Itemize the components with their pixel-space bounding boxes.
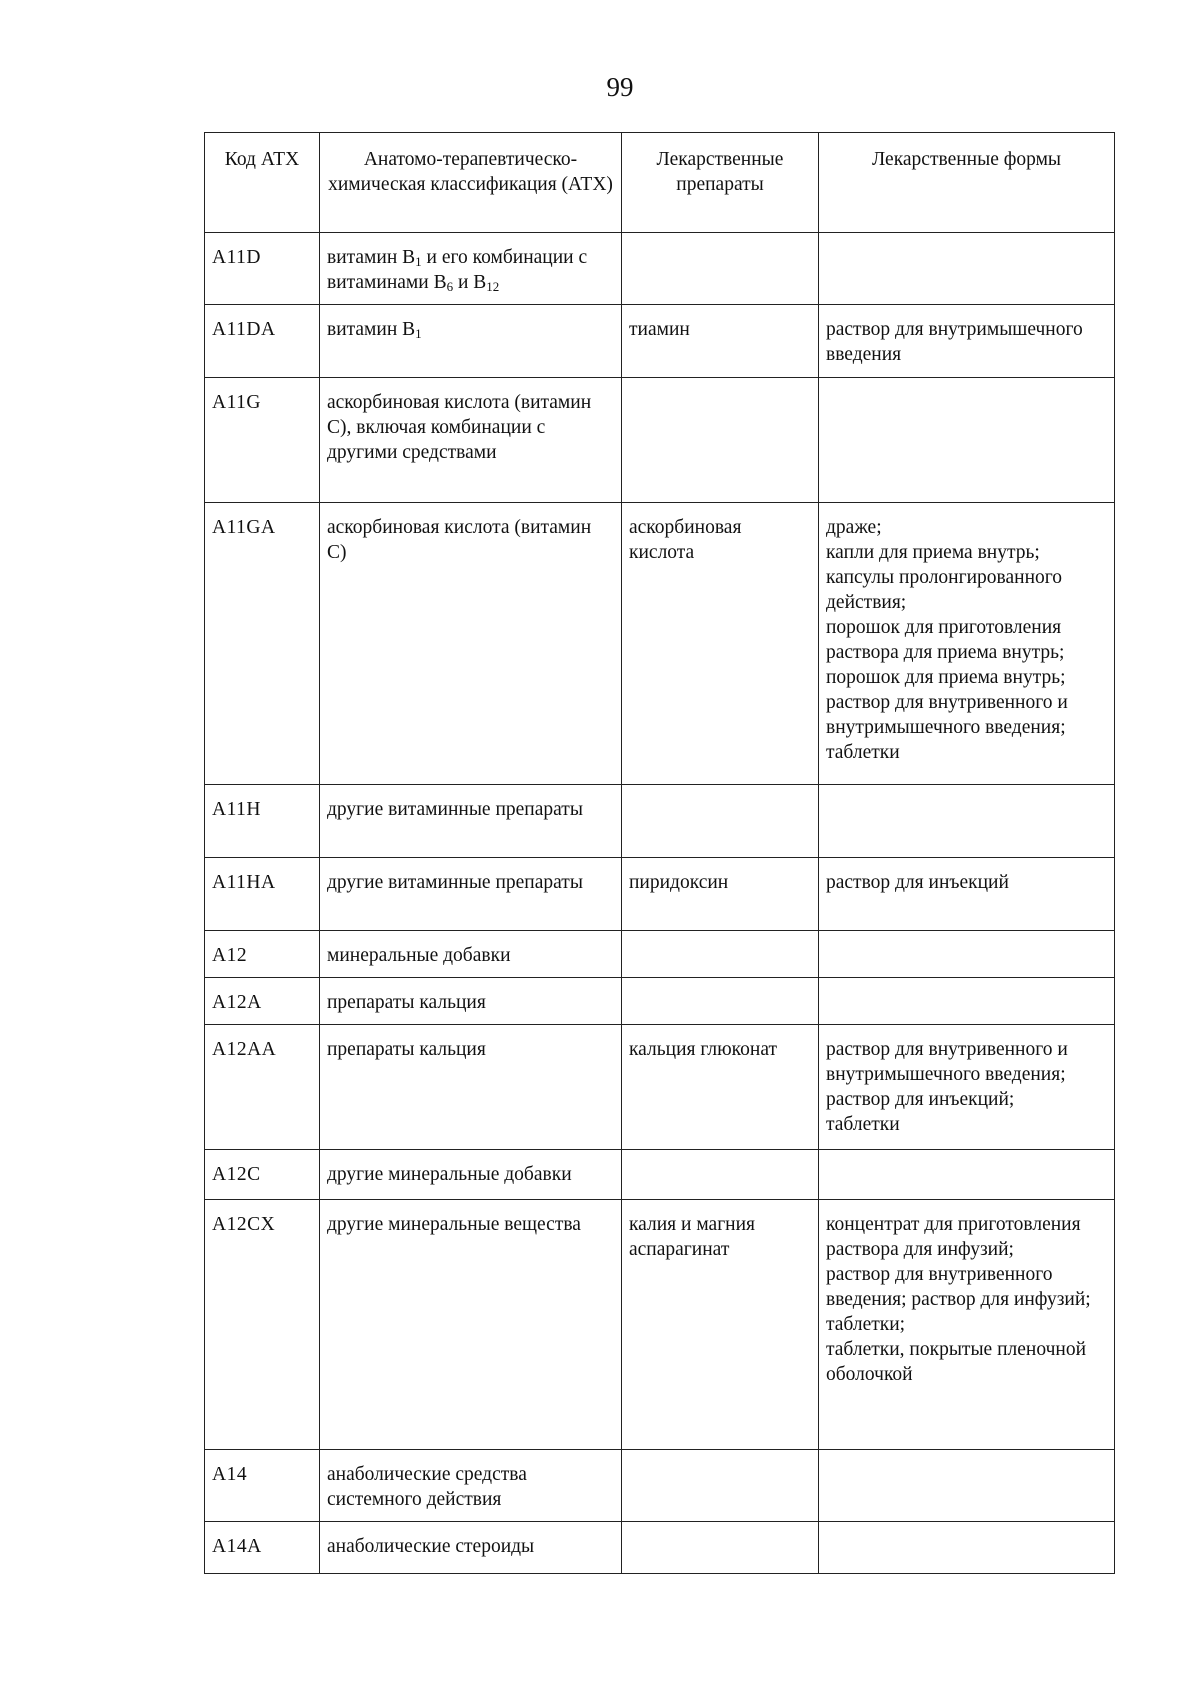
table-row xyxy=(205,233,1115,305)
cell-forms xyxy=(819,978,1115,1025)
cell-code: A12A xyxy=(205,978,320,1025)
cell-classification: аскорбиновая кислота (витамин С), включая комбинации с другими средствами xyxy=(320,378,622,503)
table-row xyxy=(205,503,1115,785)
form-item: таблетки xyxy=(826,1114,900,1135)
cell-code: A11HA xyxy=(205,858,320,931)
table-row xyxy=(205,1450,1115,1522)
header-forms: Лекарственные формы xyxy=(819,133,1115,233)
cell-code: A11DA xyxy=(205,305,320,378)
table-row xyxy=(205,858,1115,931)
atc-table xyxy=(204,132,1115,1574)
cell-drug xyxy=(622,378,819,503)
cell-drug xyxy=(622,978,819,1025)
cell-code: A14A xyxy=(205,1522,320,1574)
cell-drug xyxy=(622,931,819,978)
cell-classification: витамин $B_1$ xyxy=(320,305,622,378)
table-row xyxy=(205,1025,1115,1150)
cell-classification: витамин $B_1$ и его комбинации с витаминами $B_6$ и $B_{12}$ xyxy=(320,233,622,305)
form-item: драже; xyxy=(826,517,882,538)
cell-drug xyxy=(622,785,819,858)
cell-forms xyxy=(819,1025,1115,1150)
cell-forms xyxy=(819,305,1115,378)
cell-forms xyxy=(819,1150,1115,1200)
cell-code: A11GA xyxy=(205,503,320,785)
cell-classification: аскорбиновая кислота (витамин С) xyxy=(320,503,622,785)
cell-forms xyxy=(819,378,1115,503)
cell-drug: кальция глюконат xyxy=(622,1025,819,1150)
cell-code: A12CX xyxy=(205,1200,320,1450)
cell-drug xyxy=(622,1150,819,1200)
cell-drug: аскорбиновая кислота xyxy=(622,503,819,785)
cell-code: A11H xyxy=(205,785,320,858)
cell-forms xyxy=(819,1522,1115,1574)
cell-classification: препараты кальция xyxy=(320,1025,622,1150)
cell-code: A11D xyxy=(205,233,320,305)
cell-forms xyxy=(819,233,1115,305)
cell-code: A14 xyxy=(205,1450,320,1522)
cell-forms xyxy=(819,931,1115,978)
cell-classification: анаболические средства системного действия xyxy=(320,1450,622,1522)
form-item: раствор для инъекций; xyxy=(826,1089,1015,1110)
form-item: раствор для внутривенного и внутримышечного введения; xyxy=(826,1039,1068,1085)
header-classification: Анатомо-терапевтическо-химическая классификация (АТХ) xyxy=(320,133,622,233)
cell-drug xyxy=(622,233,819,305)
cell-code: A11G xyxy=(205,378,320,503)
cell-code: A12C xyxy=(205,1150,320,1200)
cell-classification: другие минеральные вещества xyxy=(320,1200,622,1450)
header-code: Код АТХ xyxy=(205,133,320,233)
cell-forms xyxy=(819,785,1115,858)
cell-classification: анаболические стероиды xyxy=(320,1522,622,1574)
form-item: раствор для внутривенного введения; раствор для инфузий; xyxy=(826,1264,1091,1310)
page-number: 99 xyxy=(606,72,634,102)
form-item: раствор для внутривенного и внутримышечного введения; xyxy=(826,692,1068,738)
cell-classification: другие витаминные препараты xyxy=(320,858,622,931)
form-item: порошок для приготовления раствора для приема внутрь; xyxy=(826,617,1065,663)
header-drugs: Лекарственные препараты xyxy=(622,133,819,233)
table-row xyxy=(205,1150,1115,1200)
cell-code: A12AA xyxy=(205,1025,320,1150)
form-item: капсулы пролонгированного действия; xyxy=(826,567,1063,613)
cell-classification: препараты кальция xyxy=(320,978,622,1025)
cell-code: A12 xyxy=(205,931,320,978)
cell-forms xyxy=(819,1200,1115,1450)
form-item: порошок для приема внутрь; xyxy=(826,667,1066,688)
form-item: таблетки xyxy=(826,742,900,763)
table-row xyxy=(205,305,1115,378)
cell-drug xyxy=(622,1522,819,1574)
cell-forms xyxy=(819,858,1115,931)
cell-forms xyxy=(819,1450,1115,1522)
form-item: концентрат для приготовления раствора для инфузий; xyxy=(826,1214,1081,1260)
table-row xyxy=(205,785,1115,858)
table-row xyxy=(205,931,1115,978)
cell-drug xyxy=(622,1450,819,1522)
cell-forms xyxy=(819,503,1115,785)
cell-drug: тиамин xyxy=(622,305,819,378)
cell-classification: другие витаминные препараты xyxy=(320,785,622,858)
form-item: раствор для внутримышечного введения xyxy=(826,319,1083,365)
cell-classification: минеральные добавки xyxy=(320,931,622,978)
table-row xyxy=(205,978,1115,1025)
table-row xyxy=(205,1522,1115,1574)
form-item: таблетки, покрытые пленочной оболочкой xyxy=(826,1339,1087,1385)
form-item: капли для приема внутрь; xyxy=(826,542,1040,563)
cell-drug: калия и магния аспарагинат xyxy=(622,1200,819,1450)
form-item: таблетки; xyxy=(826,1314,906,1335)
cell-classification: другие минеральные добавки xyxy=(320,1150,622,1200)
table-row xyxy=(205,378,1115,503)
cell-drug: пиридоксин xyxy=(622,858,819,931)
form-item: раствор для инъекций xyxy=(826,872,1009,893)
table-header-row xyxy=(205,133,1115,233)
table-row xyxy=(205,1200,1115,1450)
